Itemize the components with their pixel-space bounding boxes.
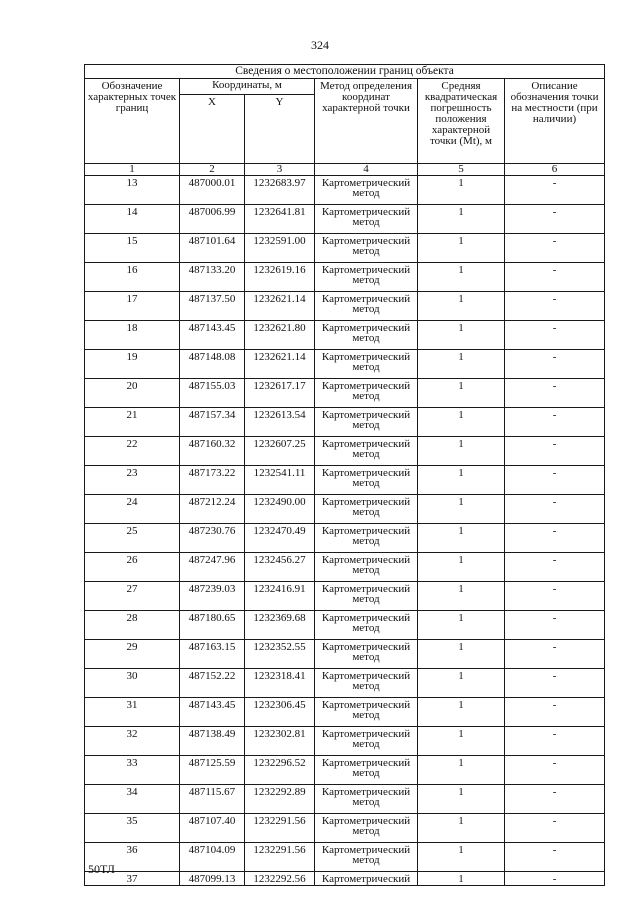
cell-y: 1232318.41 [245, 669, 315, 698]
cell-y: 1232470.49 [245, 524, 315, 553]
cell-description: - [505, 466, 605, 495]
header-x: X [180, 94, 245, 163]
cell-method: Картометрический метод [315, 814, 418, 843]
table-row [85, 321, 605, 350]
table-row [85, 205, 605, 234]
cell-x: 487230.76 [180, 524, 245, 553]
cell-method: Картометрический метод [315, 466, 418, 495]
cell-x: 487239.03 [180, 582, 245, 611]
cell-x: 487157.34 [180, 408, 245, 437]
cell-description: - [505, 640, 605, 669]
table-body [85, 176, 605, 886]
cell-y: 1232619.16 [245, 263, 315, 292]
table-row [85, 698, 605, 727]
cell-point: 25 [85, 524, 180, 553]
cell-x: 487000.01 [180, 176, 245, 205]
cell-y: 1232490.00 [245, 495, 315, 524]
cell-description: - [505, 524, 605, 553]
header-method: Метод определения координат характерной точки [315, 79, 418, 164]
cell-accuracy: 1 [418, 408, 505, 437]
cell-x: 487163.15 [180, 640, 245, 669]
cell-x: 487006.99 [180, 205, 245, 234]
cell-y: 1232613.54 [245, 408, 315, 437]
cell-method: Картометрический метод [315, 263, 418, 292]
cell-y: 1232416.91 [245, 582, 315, 611]
column-number: 6 [505, 164, 605, 176]
cell-x: 487143.45 [180, 321, 245, 350]
cell-description: - [505, 698, 605, 727]
cell-y: 1232456.27 [245, 553, 315, 582]
cell-y: 1232617.17 [245, 379, 315, 408]
cell-x: 487104.09 [180, 843, 245, 872]
footer-mark: 50ТЛ [88, 862, 115, 876]
cell-point: 26 [85, 553, 180, 582]
cell-accuracy: 1 [418, 640, 505, 669]
table-row [85, 495, 605, 524]
cell-accuracy: 1 [418, 350, 505, 379]
table-row [85, 640, 605, 669]
cell-y: 1232621.14 [245, 292, 315, 321]
cell-method: Картометрический метод [315, 727, 418, 756]
cell-accuracy: 1 [418, 553, 505, 582]
cell-x: 487180.65 [180, 611, 245, 640]
cell-accuracy: 1 [418, 437, 505, 466]
cell-x: 487155.03 [180, 379, 245, 408]
cell-method: Картометрический метод [315, 640, 418, 669]
cell-description: - [505, 814, 605, 843]
cell-description: - [505, 176, 605, 205]
header-accuracy: Средняя квадратическая погрешность положения характерной точки (Mt), м [418, 79, 505, 164]
cell-point: 31 [85, 698, 180, 727]
cell-x: 487143.45 [180, 698, 245, 727]
cell-x: 487152.22 [180, 669, 245, 698]
cell-description: - [505, 263, 605, 292]
cell-y: 1232302.81 [245, 727, 315, 756]
cell-point: 21 [85, 408, 180, 437]
cell-method: Картометрический метод [315, 785, 418, 814]
cell-point: 27 [85, 582, 180, 611]
cell-y: 1232621.14 [245, 350, 315, 379]
table-row [85, 611, 605, 640]
table-row [85, 408, 605, 437]
cell-x: 487099.13 [180, 872, 245, 886]
cell-method: Картометрический метод [315, 176, 418, 205]
header-y: Y [245, 94, 315, 163]
cell-description: - [505, 321, 605, 350]
table-row [85, 582, 605, 611]
cell-point: 14 [85, 205, 180, 234]
cell-description: - [505, 843, 605, 872]
cell-y: 1232591.00 [245, 234, 315, 263]
cell-point: 16 [85, 263, 180, 292]
cell-method: Картометрический метод [315, 698, 418, 727]
cell-method: Картометрический метод [315, 379, 418, 408]
cell-y: 1232621.80 [245, 321, 315, 350]
boundary-coordinates-sheet [84, 64, 604, 886]
cell-description: - [505, 872, 605, 886]
cell-description: - [505, 756, 605, 785]
table-row [85, 785, 605, 814]
cell-y: 1232641.81 [245, 205, 315, 234]
cell-x: 487107.40 [180, 814, 245, 843]
table-row [85, 524, 605, 553]
cell-y: 1232291.56 [245, 843, 315, 872]
cell-accuracy: 1 [418, 785, 505, 814]
table-row [85, 466, 605, 495]
cell-description: - [505, 669, 605, 698]
cell-x: 487137.50 [180, 292, 245, 321]
cell-point: 33 [85, 756, 180, 785]
column-number: 3 [245, 164, 315, 176]
cell-y: 1232306.45 [245, 698, 315, 727]
cell-method: Картометрический метод [315, 205, 418, 234]
table-row [85, 379, 605, 408]
cell-point: 20 [85, 379, 180, 408]
cell-accuracy: 1 [418, 843, 505, 872]
cell-x: 487138.49 [180, 727, 245, 756]
cell-accuracy: 1 [418, 698, 505, 727]
cell-accuracy: 1 [418, 524, 505, 553]
cell-accuracy: 1 [418, 582, 505, 611]
cell-point: 15 [85, 234, 180, 263]
table-row [85, 263, 605, 292]
cell-point: 24 [85, 495, 180, 524]
cell-accuracy: 1 [418, 727, 505, 756]
cell-x: 487148.08 [180, 350, 245, 379]
table-row [85, 553, 605, 582]
cell-method: Картометрический метод [315, 524, 418, 553]
cell-point: 35 [85, 814, 180, 843]
cell-accuracy: 1 [418, 234, 505, 263]
cell-description: - [505, 292, 605, 321]
header-point: Обозначение характерных точек границ [85, 79, 180, 164]
cell-accuracy: 1 [418, 872, 505, 886]
cell-method: Картометрический метод [315, 553, 418, 582]
table-row [85, 872, 605, 886]
table-row [85, 727, 605, 756]
cell-y: 1232292.89 [245, 785, 315, 814]
cell-point: 37 [85, 872, 180, 886]
cell-description: - [505, 379, 605, 408]
cell-point: 18 [85, 321, 180, 350]
cell-description: - [505, 205, 605, 234]
cell-description: - [505, 437, 605, 466]
cell-x: 487212.24 [180, 495, 245, 524]
cell-y: 1232352.55 [245, 640, 315, 669]
cell-description: - [505, 553, 605, 582]
cell-method: Картометрический метод [315, 495, 418, 524]
cell-point: 30 [85, 669, 180, 698]
cell-accuracy: 1 [418, 321, 505, 350]
table-row [85, 350, 605, 379]
cell-description: - [505, 408, 605, 437]
table-row [85, 814, 605, 843]
cell-method: Картометрический метод [315, 669, 418, 698]
cell-accuracy: 1 [418, 263, 505, 292]
cell-point: 19 [85, 350, 180, 379]
cell-point: 13 [85, 176, 180, 205]
cell-method: Картометрический метод [315, 582, 418, 611]
cell-method: Картометрический метод [315, 611, 418, 640]
cell-x: 487173.22 [180, 466, 245, 495]
table-row [85, 176, 605, 205]
cell-method: Картометрический [315, 872, 418, 886]
table-row [85, 292, 605, 321]
cell-accuracy: 1 [418, 292, 505, 321]
cell-method: Картометрический метод [315, 756, 418, 785]
cell-description: - [505, 350, 605, 379]
cell-point: 17 [85, 292, 180, 321]
header-description: Описание обозначения точки на местности (при наличии) [505, 79, 605, 164]
cell-point: 36 [85, 843, 180, 872]
cell-accuracy: 1 [418, 205, 505, 234]
page-number: 324 [311, 38, 329, 52]
cell-x: 487125.59 [180, 756, 245, 785]
cell-method: Картометрический метод [315, 843, 418, 872]
cell-accuracy: 1 [418, 814, 505, 843]
cell-method: Картометрический метод [315, 234, 418, 263]
cell-y: 1232296.52 [245, 756, 315, 785]
cell-method: Картометрический метод [315, 350, 418, 379]
cell-point: 32 [85, 727, 180, 756]
cell-x: 487160.32 [180, 437, 245, 466]
table-row [85, 437, 605, 466]
column-number: 4 [315, 164, 418, 176]
cell-y: 1232369.68 [245, 611, 315, 640]
cell-accuracy: 1 [418, 495, 505, 524]
table-row [85, 669, 605, 698]
cell-method: Картометрический метод [315, 437, 418, 466]
cell-point: 28 [85, 611, 180, 640]
cell-x: 487101.64 [180, 234, 245, 263]
cell-accuracy: 1 [418, 669, 505, 698]
cell-description: - [505, 785, 605, 814]
cell-point: 22 [85, 437, 180, 466]
cell-x: 487133.20 [180, 263, 245, 292]
table-row [85, 234, 605, 263]
column-number: 2 [180, 164, 245, 176]
cell-point: 34 [85, 785, 180, 814]
column-number: 5 [418, 164, 505, 176]
cell-y: 1232541.11 [245, 466, 315, 495]
cell-y: 1232607.25 [245, 437, 315, 466]
header-coords: Координаты, м [180, 79, 315, 95]
cell-description: - [505, 611, 605, 640]
cell-description: - [505, 495, 605, 524]
table-row [85, 843, 605, 872]
cell-point: 29 [85, 640, 180, 669]
cell-x: 487115.67 [180, 785, 245, 814]
cell-point: 23 [85, 466, 180, 495]
boundary-coordinates-table [84, 64, 605, 886]
cell-method: Картометрический метод [315, 292, 418, 321]
cell-y: 1232292.56 [245, 872, 315, 886]
cell-y: 1232683.97 [245, 176, 315, 205]
table-row [85, 756, 605, 785]
cell-accuracy: 1 [418, 756, 505, 785]
cell-accuracy: 1 [418, 176, 505, 205]
cell-description: - [505, 234, 605, 263]
column-number: 1 [85, 164, 180, 176]
cell-y: 1232291.56 [245, 814, 315, 843]
cell-accuracy: 1 [418, 611, 505, 640]
cell-description: - [505, 727, 605, 756]
cell-accuracy: 1 [418, 379, 505, 408]
cell-x: 487247.96 [180, 553, 245, 582]
table-title: Сведения о местоположении границ объекта [85, 65, 605, 79]
cell-description: - [505, 582, 605, 611]
cell-accuracy: 1 [418, 466, 505, 495]
cell-method: Картометрический метод [315, 321, 418, 350]
cell-method: Картометрический метод [315, 408, 418, 437]
